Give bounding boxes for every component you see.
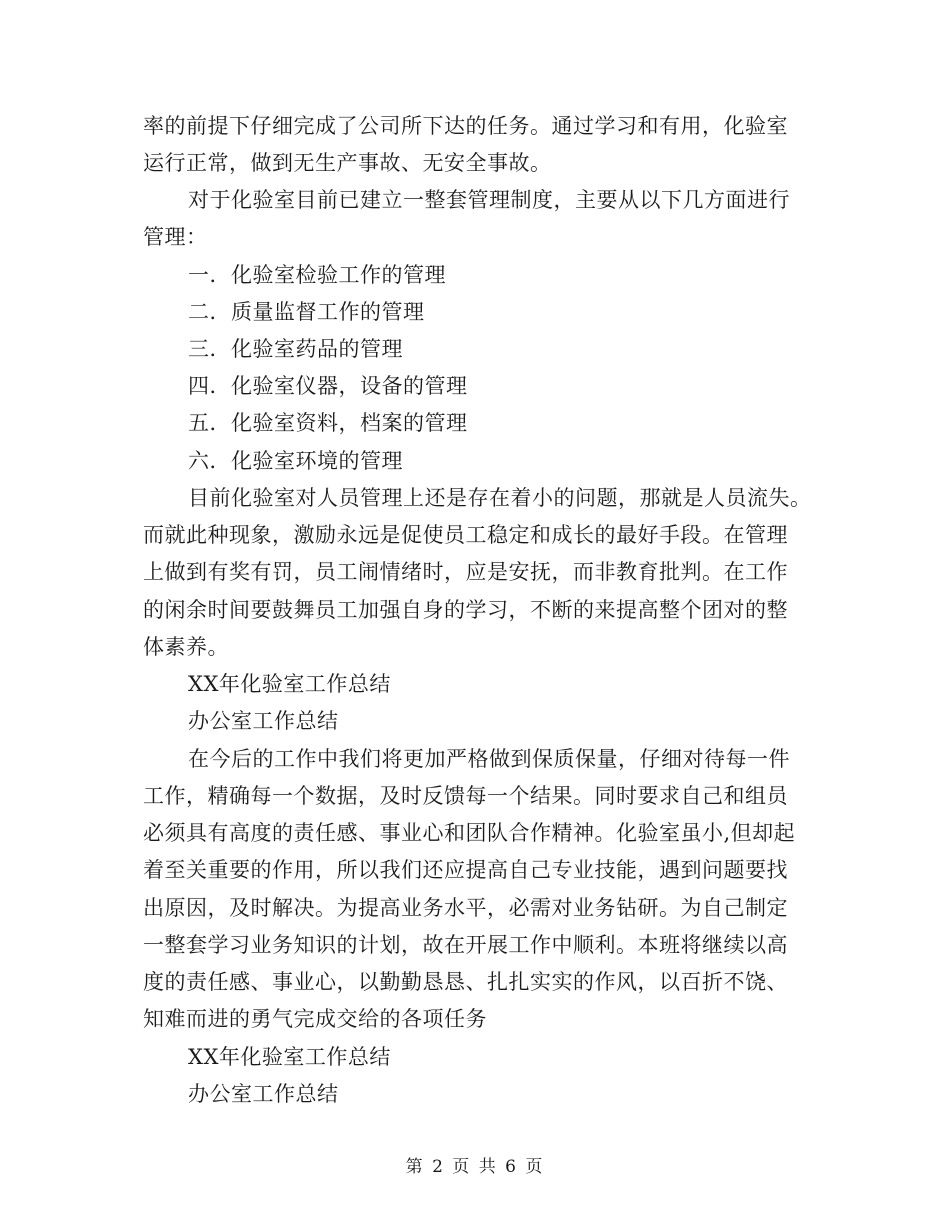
section-heading: XX年化验室工作总结 [188, 1045, 391, 1069]
body-text-line: 一整套学习业务知识的计划，故在开展工作中顺利。本班将继续以高 [143, 933, 788, 957]
body-text-line: 而就此种现象，激励永远是促使员工稳定和成长的最好手段。在管理 [143, 523, 788, 547]
list-item: 五．化验室资料，档案的管理 [188, 411, 468, 435]
body-text-line: 度的责任感、事业心，以勤勤恳恳、扎扎实实的作风，以百折不饶、 [143, 970, 788, 994]
list-item: 一．化验室检验工作的管理 [188, 263, 446, 287]
body-text-line: 体素养。 [143, 635, 229, 659]
section-heading: XX年化验室工作总结 [188, 672, 391, 696]
list-item: 三．化验室药品的管理 [188, 337, 403, 361]
list-item: 二．质量监督工作的管理 [188, 300, 425, 324]
body-text-line: 着至关重要的作用，所以我们还应提高自己专业技能，遇到问题要找 [143, 858, 788, 882]
list-item: 六．化验室环境的管理 [188, 449, 403, 473]
paragraph-first-line: 目前化验室对人员管理上还是存在着小的问题，那就是人员流失。 [188, 486, 812, 510]
body-text-line: 知难而进的勇气完成交给的各项任务 [143, 1007, 487, 1031]
paragraph-first-line: 在今后的工作中我们将更加严格做到保质保量，仔细对待每一件 [188, 747, 790, 771]
body-text-line: 管理： [143, 225, 208, 249]
section-heading: 办公室工作总结 [188, 1082, 339, 1106]
paragraph-first-line: 对于化验室目前已建立一整套管理制度，主要从以下几方面进行 [188, 188, 790, 212]
body-text-line: 的闲余时间要鼓舞员工加强自身的学习，不断的来提高整个团对的整 [143, 598, 788, 622]
list-item: 四．化验室仪器，设备的管理 [188, 374, 468, 398]
body-text-line: 工作，精确每一个数据，及时反馈每一个结果。同时要求自己和组员 [143, 784, 788, 808]
body-text-line: 必须具有高度的责任感、事业心和团队合作精神。化验室虽小,但却起 [143, 821, 796, 845]
body-text-line: 运行正常，做到无生产事故、无安全事故。 [143, 151, 552, 175]
body-text-line: 上做到有奖有罚，员工闹情绪时，应是安抚，而非教育批判。在工作 [143, 560, 788, 584]
body-text-line: 出原因，及时解决。为提高业务水平，必需对业务钻研。为自己制定 [143, 896, 788, 920]
body-text-line: 率的前提下仔细完成了公司所下达的任务。通过学习和有用，化验室 [143, 114, 788, 138]
section-heading: 办公室工作总结 [188, 709, 339, 733]
page-number: 第 2 页 共 6 页 [405, 1157, 545, 1177]
